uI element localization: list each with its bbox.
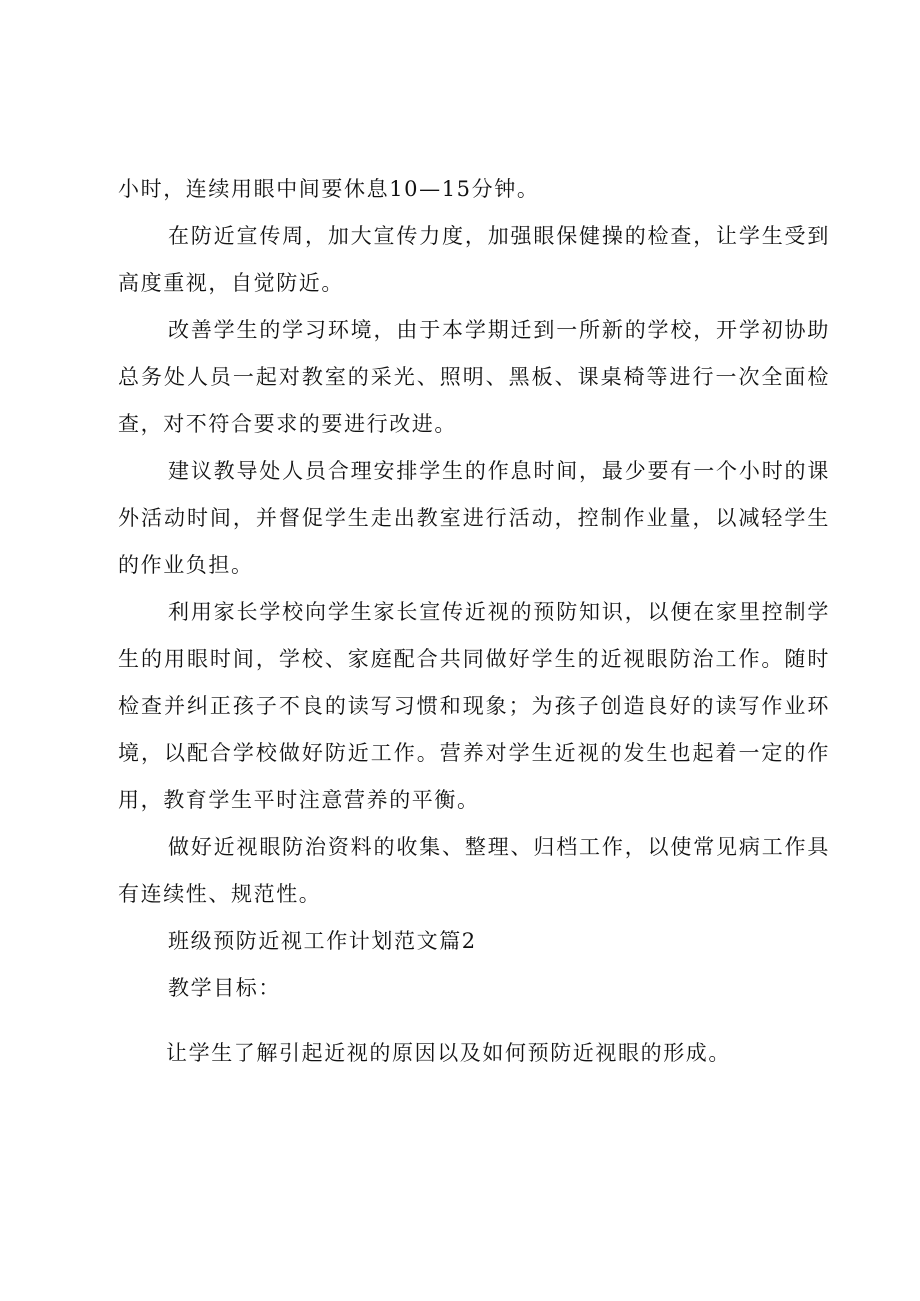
paragraph-environment: 改善学生的学习环境，由于本学期迁到一所新的学校，开学初协助总务处人员一起对教室的采光、照明、黑板、课桌椅等进行一次全面检查，对不符合要求的要进行改进。 bbox=[118, 318, 830, 436]
paragraph-objective: 让学生了解引起近视的原因以及如何预防近视眼的形成。 bbox=[166, 1041, 731, 1065]
paragraph-schedule: 建议教导处人员合理安排学生的作息时间，最少要有一个小时的课外活动时间，并督促学生走出教室进行活动，控制作业量，以减轻学生的作业负担。 bbox=[118, 459, 830, 577]
section-title: 班级预防近视工作计划范文篇2 bbox=[168, 929, 477, 953]
document-body bbox=[118, 166, 830, 1077]
paragraph-continued: 小时，连续用眼中间要休息10—15分钟。 bbox=[118, 177, 540, 201]
paragraph-publicity-week: 在防近宣传周，加大宣传力度，加强眼保健操的检查，让学生受到高度重视，自觉防近。 bbox=[118, 224, 830, 295]
subheading-teaching-goals: 教学目标： bbox=[168, 976, 281, 1000]
paragraph-records: 做好近视眼防治资料的收集、整理、归档工作，以使常见病工作具有连续性、规范性。 bbox=[118, 835, 830, 906]
paragraph-parents: 利用家长学校向学生家长宣传近视的预防知识，以便在家里控制学生的用眼时间，学校、家庭配合共同做好学生的近视眼防治工作。随时检查并纠正孩子不良的读写习惯和现象；为孩子创造良好的读写作业环境，以配合学校做好防近工作。营养对学生近视的发生也起着一定的作用，教育学生平时注意营养的平衡。 bbox=[118, 600, 830, 812]
